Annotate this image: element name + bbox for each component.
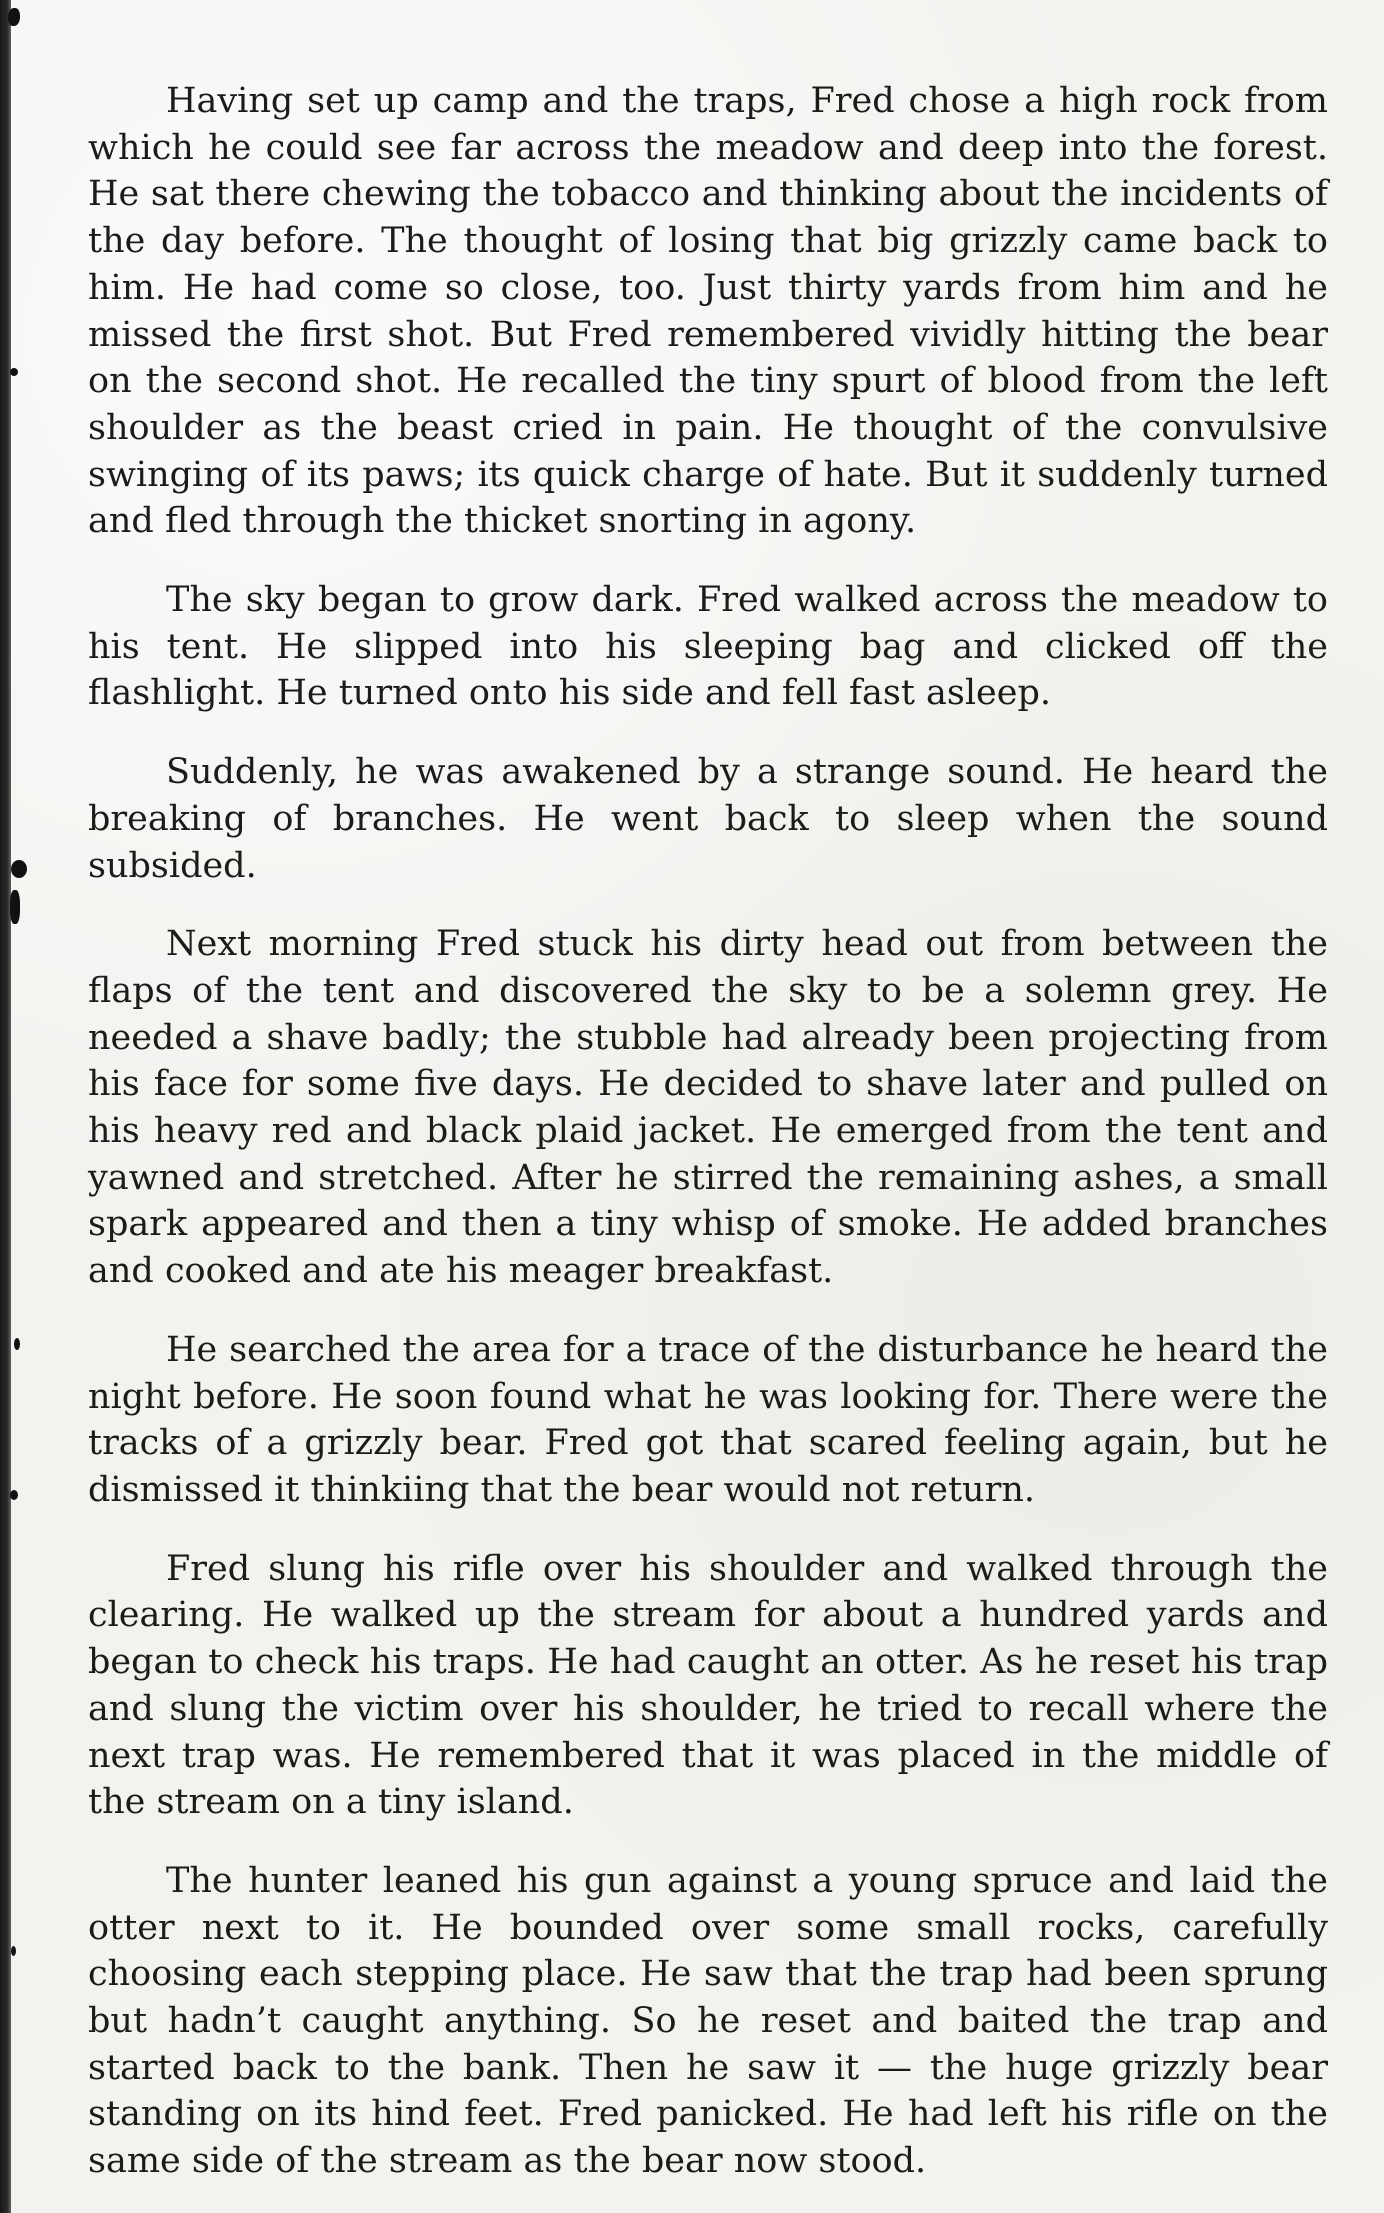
ink-mark: [11, 1946, 16, 1956]
ink-mark: [10, 1490, 18, 1500]
paragraph: The sky began to grow dark. Fred walked across the meadow to his tent. He slipped into his sleeping bag and clicked off the flashlight. He turned onto his side and fell fast asleep.: [88, 580, 1328, 714]
paragraph: Next morning Fred stuck his dirty head out from between the flaps of the tent and discovered the sky to be a solemn grey. He needed a shave badly; the stubble had already been projecting from his face for some five days. He decided to shave later and pulled on his heavy red and black plaid jacket. He emerged from the tent and yawned and stretched. After he stirred the remaining ashes, a small spark appeared and then a tiny whisp of smoke. He added branches and cooked and ate his meager breakfast.: [88, 924, 1328, 1292]
paragraph: Suddenly, he was awakened by a strange sound. He heard the breaking of branches. He went back to sleep when the sound subsided.: [88, 752, 1328, 886]
binding-edge: [0, 0, 11, 2213]
paragraph: The hunter leaned his gun against a young spruce and laid the otter next to it. He bounded over some small rocks, carefully choosing each stepping place. He saw that the trap had been sprung but hadn’t caught anything. So he reset and baited the trap and started back to the bank. Then he saw it — the huge grizzly bear standing on its hind feet. Fred panicked. He had left his rifle on the same side of the stream as the bear now stood.: [88, 1860, 1328, 2182]
paragraph: He searched the area for a trace of the disturbance he heard the night before. He soon found what he was looking for. There were the tracks of a grizzly bear. Fred got that scared feeling again, but he dismissed it thinkiing that the bear would not return.: [88, 1329, 1328, 1510]
ink-mark: [11, 860, 27, 878]
paragraph: Fred slung his rifle over his shoulder and walked through the clearing. He walked up the stream for about a hundred yards and began to check his traps. He had caught an otter. As he reset his trap and slung the victim over his shoulder, he tried to recall where the next trap was. He remembered that it was placed in the middle of the stream on a tiny island.: [88, 1548, 1328, 1823]
ink-mark: [10, 890, 20, 924]
ink-mark: [14, 1338, 20, 1350]
paragraph: Having set up camp and the traps, Fred chose a high rock from which he could see far across the meadow and deep into the forest. He sat there chewing the tobacco and thinking about the incidents of the day before. The thought of losing that big grizzly came back to him. He had come so close, too. Just thirty yards from him and he missed the first shot. But Fred remembered vividly hitting the bear on the second shot. He recalled the tiny spurt of blood from the left shoulder as the beast cried in pain. He thought of the convulsive swinging of its paws; its quick charge of hate. But it suddenly turned and fled through the thicket snorting in agony.: [88, 81, 1328, 542]
ink-mark: [10, 368, 18, 376]
ink-mark: [8, 8, 20, 26]
story-text: [88, 78, 1328, 2185]
